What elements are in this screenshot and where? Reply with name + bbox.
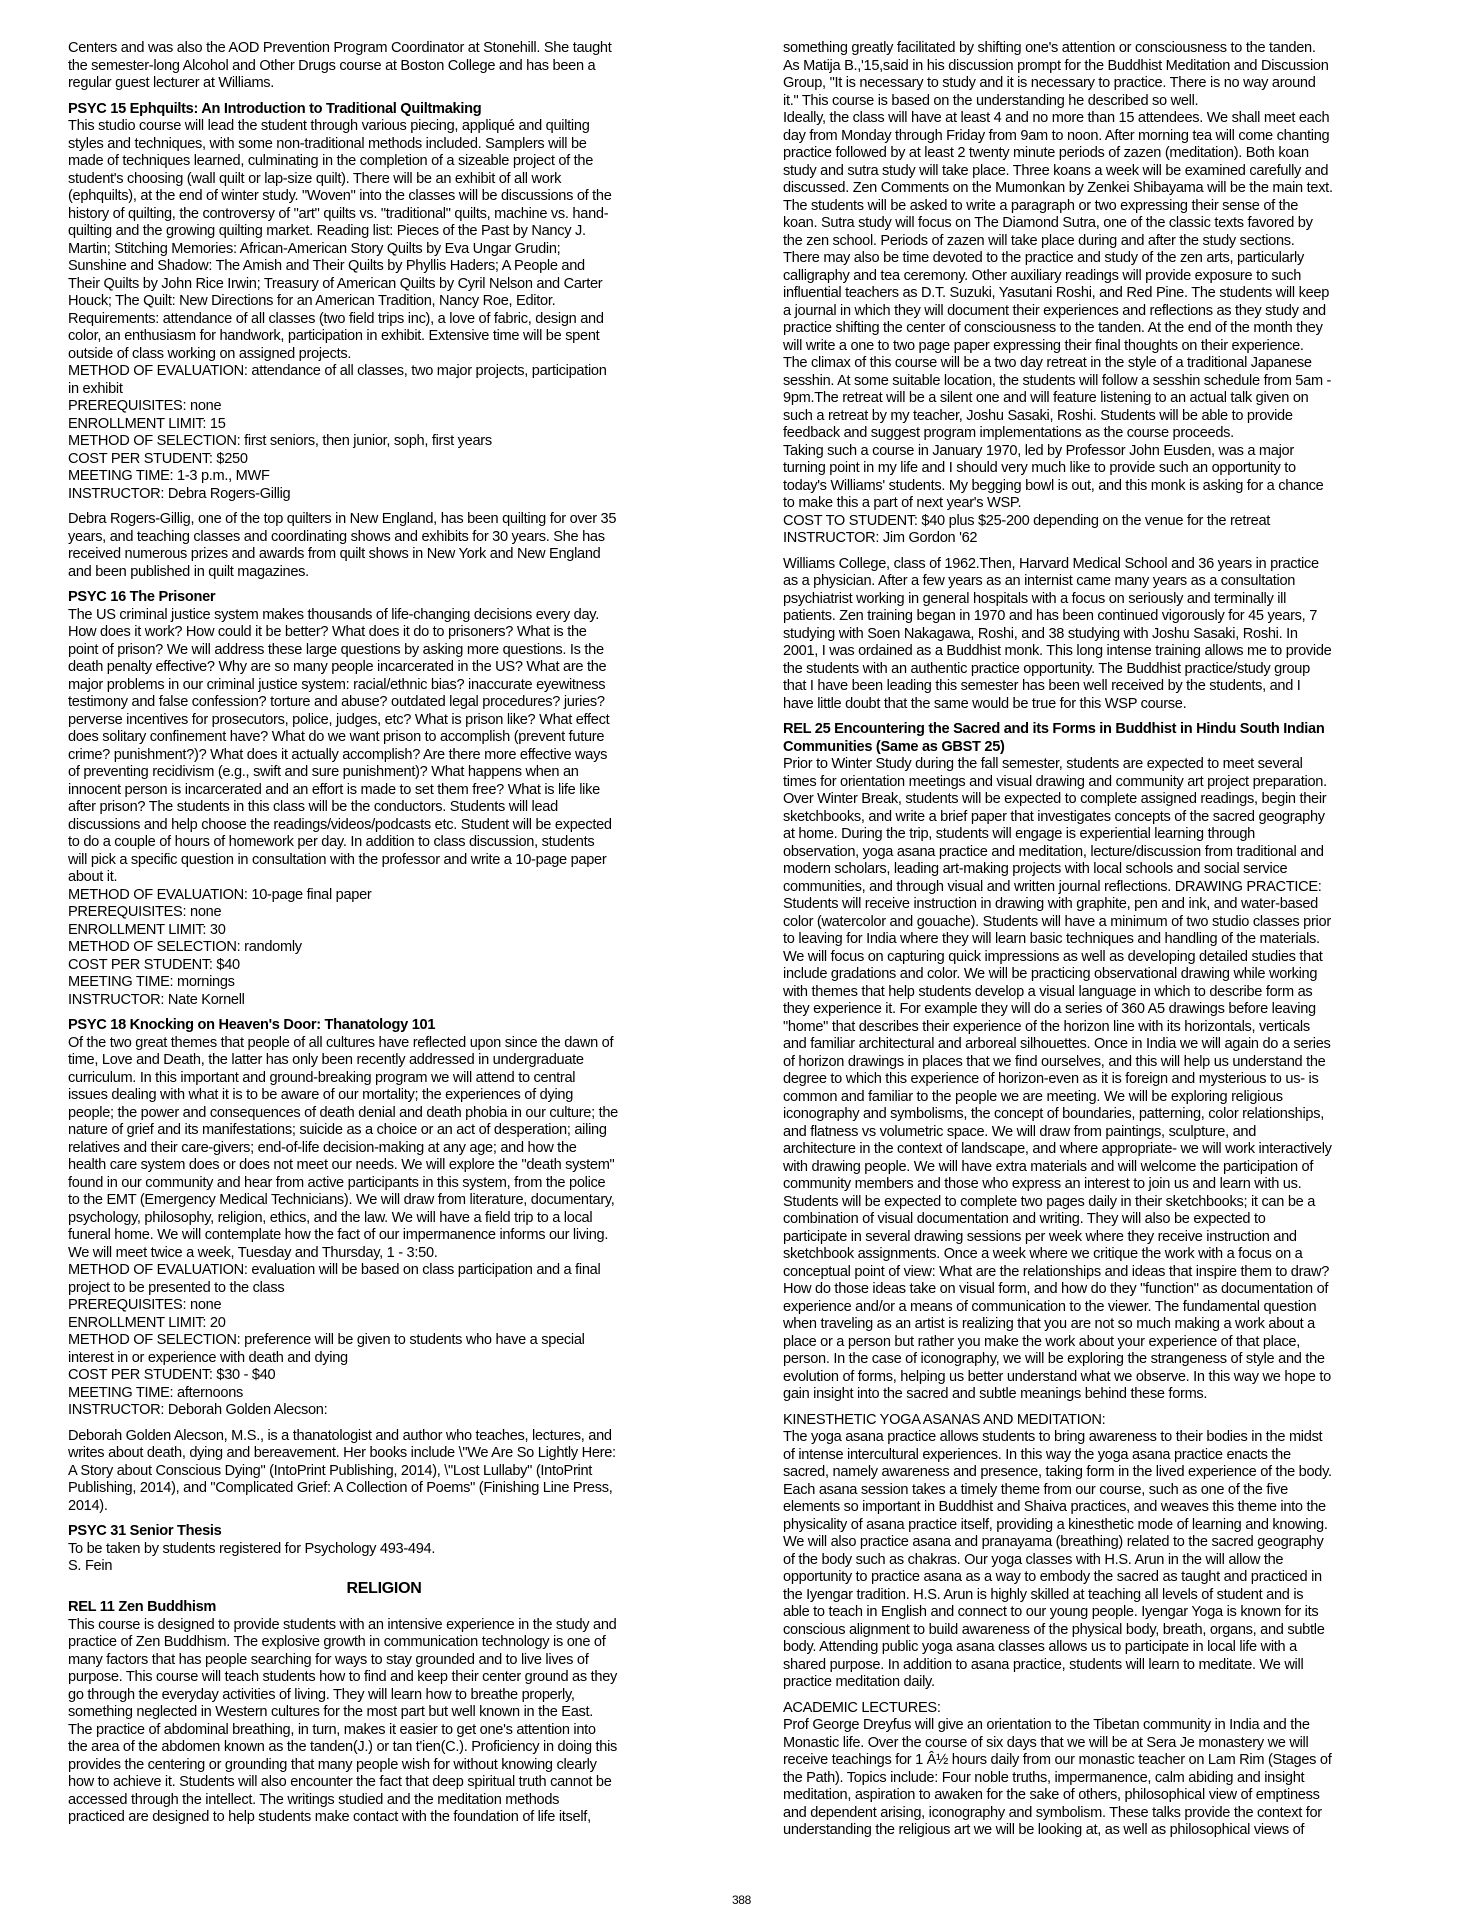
course-description-psyc18: Of the two great themes that people of all cultures have reflected upon since the dawn of time, Love and Death, the latter has only been recently addressed in undergraduate curriculum. In this important and ground-breaking program we will attend to central issues dealing with what it is to be aware of our mortality; the experiences of dying people; the power and consequences of death denial and death phobia in our culture; the nature of grief and its manifestations; suicide as a choice or an act of desperation; ailing relatives and their care-givers; end-of-life decision-making at any age; and how the health care system does or does not meet our needs. We will explore the "death system" found in our community and hear from active participants in this system, from the police to the EMT (Emergency Medical Technicians). We will draw from literature, documentary, psychology, philosophy, religion, ethics, and the law. We will have a field trip to a local funeral home. We will contemplate how the fact of our impermanence informs our living. We will meet twice a week, Tuesday and Thursday, 1 - 3:50. METHOD OF EVALUATION: evaluation will be based on class participation and a final project to be presented to the class PREREQUISITES: none ENROLLMENT LIMIT: 20 METHOD OF SELECTION: preference will be given to students who have a special interest in or experience with death and dying COST PER STUDENT: $30 - $40 MEETING TIME: afternoons INSTRUCTOR: Deborah Golden Alecson: (68, 1034, 618, 1418)
course-title-rel25: REL 25 Encountering the Sacred and its Forms in Buddhist in Hindu South Indian Communities (Same as GBST 25) (783, 721, 1325, 755)
course-description-rel11: This course is designed to provide students with an intensive experience in the study and practice of Zen Buddhism. The explosive growth in communication technology is one of many factors that has people searching for ways to stay grounded and to live lives of purpose. This course will teach students how to find and keep their center ground as they go through the everyday activities of living. They will learn how to breathe properly, something neglected in Western cultures for the most part but well known in the East. The practice of abdominal breathing, in turn, makes it easier to get one's attention into the area of the abdomen known as the tanden(J.) or tan t'ien(C.). Proficiency in doing this provides the centering or grounding that many people wish for without knowing clearly how to achieve it. Students will also encounter the fact that deep spiritual truth cannot be accessed through the intellect. The writings studied and the meditation methods practiced are designed to help students make contact with the foundation of life itself, (68, 1616, 618, 1825)
section-heading-religion: RELIGION (346, 1579, 422, 1597)
yoga-description: The yoga asana practice allows students to bring awareness to their bodies in the midst of intense intercultural experiences. In this way the yoga asana practice enacts the sacred, namely awareness and presence, taking form in the lived experience of the body. Each asana session takes a timely theme from our course, such as one of the five elements so important in Buddhist and Shaiva practices, and weaves this theme into the physicality of asana practice itself, providing a kinesthetic mode of learning and knowing. We will also practice asana and pranayama (breathing) related to the sacred geography of the body such as chakras. Our yoga classes with H.S. Arun in the will allow the opportunity to practice asana as a way to embody the sacred as taught and practiced in the Iyengar tradition. H.S. Arun is highly skilled at teaching all levels of student and is able to teach in English and connect to our young people. Iyengar Yoga is known for its conscious alignment to build awareness of the physical body, breath, organs, and subtle body. Attending public yoga asana classes allows us to participate in local life with a shared purpose. In addition to asana practice, students will learn to meditate. We will practice meditation daily. (783, 1429, 1332, 1690)
course-description-rel25: Prior to Winter Study during the fall semester, students are expected to meet several times for orientation meetings and visual drawing and community art project preparation. Over Winter Break, students will be expected to complete assigned readings, begin their sketchbooks, and write a brief paper that investigates concepts of the sacred geography at home. During the trip, students will engage is experiential learning through observation, yoga asana practice and meditation, lecture/discussion from traditional and modern scholars, leading art-making projects with local schools and social service communities, and through visual and written journal reflections. DRAWING PRACTICE: Students will receive instruction in drawing with graphite, pen and ink, and water-based color (watercolor and gouache). Students will have a minimum of two studio classes prior to leaving for India where they will learn basic techniques and handling of the materials. We will focus on capturing quick impressions as well as developing detailed studies that include gradations and color. We will be practicing observational drawing while working with themes that help students develop a visual language in which to describe form as they experience it. For example they will do a series of 360 A5 drawings before leaving "home" that describes their experience of the horizon line with its horizontals, verticals and familiar architectural and arboreal silhouettes. Once in India we will again do a series of horizon drawings in places that we find ourselves, and this will help us understand the degree to which this experience of horizon-even as it is foreign and mysterious to us- is common and familiar to the people we are meeting. We will be exploring religious iconography and symbolisms, the concept of boundaries, patterning, color relationships, and flatness vs volumetric space. We will draw from paintings, sculpture, and architecture in the context of landscape, and where appropriate- we will work interactively with drawing people. We will have extra materials and will welcome the participation of community members and those who express an interest to join us and learn with us. Students will be expected to complete two pages daily in their sketchbooks; it can be a combination of visual documentation and writing. They will also be expected to participate in several drawing sessions per week where they receive instruction and sketchbook assignments. Once a week where we critique the work with a focus on a conceptual point of view: What are the relationships and ideas that inspire them to draw? How do those ideas take on visual form, and how do they "function" as documentation of experience and/or a means of communication to the viewer. The fundamental question when traveling as an artist is realizing that you are not so much making a work about a place or a person but rather you make the work about your experience of that place, person. In the case of iconography, we will be exploring the strangeness of style and the evolution of forms, helping us better understand what we observe. In this way we hope to gain insight into the sacred and subtle meanings behind these forms. (783, 756, 1332, 1402)
course-description-psyc31: To be taken by students registered for Psychology 493-494. S. Fein (68, 1540, 436, 1574)
instructor-bio-rel11: Williams College, class of 1962.Then, Harvard Medical School and 36 years in practice as a physician. After a few years as an internist came many years as a consultation psychiatrist working in general hospitals with a focus on seriously and terminally ill patients. Zen training began in 1970 and has been continued vigorously for 45 years, 7 studying with Soen Nakagawa, Roshi, and 38 studying with Joshu Sasaki, Roshi. In 2001, I was ordained as a Buddhist monk. This long intense training allows me to provide the students with an authentic practice opportunity. The Buddhist practice/study group that I have been leading this semester has been well received by the students, and I have little doubt that the same would be true for this WSP course. (783, 555, 1332, 712)
instructor-bio-continued: Centers and was also the AOD Prevention Program Coordinator at Stonehill. She taught the semester-long Alcohol and Other Drugs course at Boston College and has been a regular guest lecturer at Williams. (68, 40, 612, 91)
course-title-psyc31: PSYC 31 Senior Thesis (68, 1523, 222, 1539)
course-title-rel11: REL 11 Zen Buddhism (68, 1599, 217, 1615)
page-number: 388 (731, 1893, 752, 1907)
instructor-bio-psyc15: Debra Rogers-Gillig, one of the top quilters in New England, has been quilting for over 35 years, and teaching classes and coordinating shows and exhibits for 30 years. She has received numerous prizes and awards from quilt shows in New York and New England and been published in quilt magazines. (68, 511, 617, 580)
right-column (783, 40, 1415, 1890)
lectures-description: Prof George Dreyfus will give an orientation to the Tibetan community in India and the Monastic life. Over the course of six days that we will be at Sera Je monastery we will receive teachings for 1 Â½ hours daily from our monastic teacher on Lam Rim (Stages of the Path). Topics include: Four noble truths, impermanence, calm abiding and insight meditation, aspiration to awaken for the sake of others, philosophical view of emptiness and dependent arising, iconography and symbolism. These talks provide the context for understanding the religious art we will be looking at, as well as philosophical views of (783, 1717, 1332, 1838)
left-column (68, 40, 700, 1890)
course-description-rel11-continued: something greatly facilitated by shifting one's attention or consciousness to the tanden. As Matija B.,'15,said in his discussion prompt for the Buddhist Meditation and Discussion Group, "It is necessary to study and it is necessary to practice. There is no way around it." This course is based on the understanding he described so well. Ideally, the class will have at least 4 and no more than 15 attendees. We shall meet each day from Monday through Friday from 9am to noon. After morning tea will come chanting practice followed by at least 2 twenty minute periods of zazen (meditation). Both koan study and sutra study will take place. Three koans a week will be examined carefully and discussed. Zen Comments on the Mumonkan by Zenkei Shibayama will be the main text. The students will be asked to write a paragraph or two expressing their sense of the koan. Sutra study will focus on The Diamond Sutra, one of the classic texts favored by the zen school. Periods of zazen will take place during and after the study sections. There may also be time devoted to the practice and study of the zen arts, particularly calligraphy and tea ceremony. Other auxiliary readings will provide exposure to such influential teachers as D.T. Suzuki, Yasutani Roshi, and Red Pine. The students will keep a journal in which they will document their experiences and reflections as they study and practice shifting the center of consciousness to the tanden. At the end of the month they will write a one to two page paper expressing their final thoughts on their experience. The climax of this course will be a two day retreat in the style of a traditional Japanese sesshin. At some suitable location, the students will follow a sesshin schedule from 5am - 9pm.The retreat will be a silent one and will feature listening to an actual talk given on such a retreat by my teacher, Joshu Sasaki, Roshi. Students will be able to provide feedback and suggest program implementations as the course proceeds. Taking such a course in January 1970, led by Professor John Eusden, was a major turning point in my life and I should very much like to provide such an opportunity to today's Williams' students. My begging bowl is out, and this monk is asking for a chance to make this a part of next year's WSP. COST TO STUDENT: $40 plus $25-200 depending on the venue for the retreat INSTRUCTOR: Jim Gordon '62 (783, 40, 1333, 546)
course-title-psyc18: PSYC 18 Knocking on Heaven's Door: Thanatology 101 (68, 1017, 436, 1033)
course-title-psyc16: PSYC 16 The Prisoner (68, 589, 216, 605)
instructor-bio-psyc18: Deborah Golden Alecson, M.S., is a thanatologist and author who teaches, lectures, and writes about death, dying and bereavement. Her books include \"We Are So Lightly Here: A Story about Conscious Dying" (IntoPrint Publishing, 2014), \"Lost Lullaby" (IntoPrint Publishing, 2014), and "Complicated Grief: A Collection of Poems" (Finishing Line Press, 2014). (68, 1427, 616, 1514)
course-description-psyc15: This studio course will lead the student through various piecing, appliqué and quilting styles and techniques, with some non-traditional methods included. Samplers will be made of techniques learned, culminating in the completion of a sizeable project of the student's choosing (wall quilt or lap-size quilt). There will be an exhibit of all work (ephquilts), at the end of winter study. "Woven" into the classes will be discussions of the history of quilting, the controversy of "art" quilts vs. "traditional" quilts, machine vs. hand- quilting and the growing quilting market. Reading list: Pieces of the Past by Nancy J. Martin; Stitching Memories: African-American Story Quilts by Eva Ungar Grudin; Sunshine and Shadow: The Amish and Their Quilts by Phyllis Haders; A People and Their Quilts by John Rice Irwin; Treasury of American Quilts by Cyril Nelson and Carter Houck; The Quilt: New Directions for an American Tradition, Nancy Roe, Editor. Requirements: attendance of all classes (two field trips inc), a love of fabric, design and color, an enthusiasm for handwork, participation in exhibit. Extensive time will be spent outside of class working on assigned projects. METHOD OF EVALUATION: attendance of all classes, two major projects, participation in exhibit PREREQUISITES: none ENROLLMENT LIMIT: 15 METHOD OF SELECTION: first seniors, then junior, soph, first years COST PER STUDENT: $250 MEETING TIME: 1-3 p.m., MWF INSTRUCTOR: Debra Rogers-Gillig (68, 118, 612, 502)
subheading-yoga: KINESTHETIC YOGA ASANAS AND MEDITATION: (783, 1411, 1106, 1428)
subheading-lectures: ACADEMIC LECTURES: (783, 1699, 941, 1716)
course-description-psyc16: The US criminal justice system makes thousands of life-changing decisions every day. How does it work? How could it be better? What does it do to prisoners? What is the point of prison? We will address these large questions by asking more questions. Is the death penalty effective? Why are so many people incarcerated in the US? What are the major problems in our criminal justice system: racial/ethnic bias? inaccurate eyewitness testimony and false confession? torture and abuse? outdated legal procedures? juries? perverse incentives for prosecutors, police, judges, etc? What is prison like? What effect does solitary confinement have? What do we want prison to accomplish (prevent future crime? punishment?)? What does it actually accomplish? Are there more effective ways of preventing recidivism (e.g., swift and sure punishment)? What happens when an innocent person is incarcerated and an effort is made to set them free? What is life like after prison? The students in this class will be the conductors. Students will lead discussions and help choose the readings/videos/podcasts etc. Student will be expected to do a couple of hours of homework per day. In addition to class discussion, students will pick a specific question in consultation with the professor and write a 10-page paper about it. METHOD OF EVALUATION: 10-page final paper PREREQUISITES: none ENROLLMENT LIMIT: 30 METHOD OF SELECTION: randomly COST PER STUDENT: $40 MEETING TIME: mornings INSTRUCTOR: Nate Kornell (68, 606, 612, 1008)
course-title-psyc15: PSYC 15 Ephquilts: An Introduction to Traditional Quiltmaking (68, 100, 482, 117)
